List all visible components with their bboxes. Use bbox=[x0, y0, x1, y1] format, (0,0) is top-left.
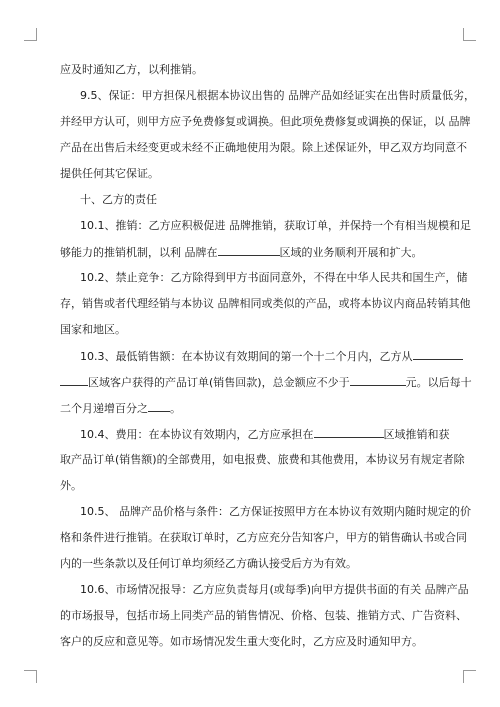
text-line bbox=[60, 297, 471, 323]
text-line bbox=[60, 401, 444, 427]
text-line bbox=[60, 479, 444, 505]
line-text: 10.5、 品牌产品价格与条件：乙方保证按照甲方在本协议有效期内随时规定的价 bbox=[80, 505, 471, 518]
fill-in-blank bbox=[413, 349, 463, 360]
line-text: 10.2、禁止竞争：乙方除得到甲方书面同意外，不得在中华人民共和国生产，储 bbox=[80, 271, 468, 284]
crop-mark-top-left bbox=[24, 28, 37, 41]
text-line bbox=[60, 63, 444, 89]
line-text: 并经甲方认可，则甲方应予免费修复或调换。但此项免费修复或调换的保证，以 品牌 bbox=[60, 115, 471, 128]
line-text: 的市场报导，包括市场上同类产品的销售情况、价格、包装、推销方式、广告资料、 bbox=[60, 609, 467, 622]
fill-in-blank bbox=[218, 245, 280, 256]
text-line bbox=[60, 453, 465, 479]
crop-mark-top-right bbox=[463, 28, 476, 41]
fill-in-blank bbox=[60, 375, 88, 386]
line-text: 外。 bbox=[60, 479, 82, 492]
text-line bbox=[60, 609, 467, 635]
line-text: 10.4、费用：在本协议有效期内，乙方应承担在 bbox=[80, 428, 314, 441]
text-line bbox=[60, 375, 472, 401]
line-text: 格和条件进行推销。在获取订单时，乙方应充分告知客户，甲方的销售确认书或合同 bbox=[60, 531, 467, 544]
text-line bbox=[60, 349, 444, 375]
text-line bbox=[60, 89, 475, 115]
line-text: 10.3、最低销售额：在本协议有效期间的第一个十二个月内，乙方从 bbox=[80, 350, 413, 363]
text-line bbox=[60, 193, 444, 219]
line-text-after-blank: 元。以后每十 bbox=[405, 376, 472, 389]
text-line bbox=[60, 141, 467, 167]
line-text-after-blank: 区域的业务顺利开展和扩大。 bbox=[279, 246, 423, 259]
line-text-after-blank: 区域客户获得的产品订单(销售回款)，总金额应不少于 bbox=[88, 376, 350, 389]
line-text: 十、乙方的责任 bbox=[80, 193, 157, 206]
line-text: 够能力的推销机制，以利 品牌在 bbox=[60, 246, 218, 259]
crop-mark-bottom-right bbox=[463, 670, 476, 683]
line-text: 二个月递增百分之 bbox=[60, 402, 148, 415]
line-text: 产品在出售后未经变更或未经不正确地使用为限。除上述保证外，甲乙双方均同意不 bbox=[60, 141, 467, 154]
text-line bbox=[60, 427, 450, 453]
crop-mark-bottom-left bbox=[24, 670, 37, 683]
text-line bbox=[60, 167, 444, 193]
text-line bbox=[60, 583, 469, 609]
line-text: 应及时通知乙方，以利推销。 bbox=[60, 63, 203, 76]
line-text-after-blank: 区域推销和获 bbox=[383, 428, 450, 441]
line-text: 国家和地区。 bbox=[60, 323, 126, 336]
fill-in-blank bbox=[314, 427, 384, 438]
line-text: 9.5、保证：甲方担保凡根据本协议出售的 品牌产品如经证实在出售时质量低劣， bbox=[80, 89, 475, 102]
text-line bbox=[60, 635, 444, 661]
line-text: 提供任何其它保证。 bbox=[60, 167, 159, 180]
line-text: 内的一些条款以及任何订单均须经乙方确认接受后方为有效。 bbox=[60, 557, 357, 570]
text-line bbox=[60, 557, 444, 583]
fill-in-blank bbox=[350, 375, 406, 386]
text-line bbox=[60, 245, 444, 271]
line-text: 客户的反应和意见等。如市场情况发生重大变化时，乙方应及时通知甲方。 bbox=[60, 635, 423, 648]
text-line bbox=[60, 115, 471, 141]
text-line bbox=[60, 271, 468, 297]
text-line bbox=[60, 323, 444, 349]
line-text: 10.6、市场情况报导：乙方应负责每月(或每季)向甲方提供书面的有关 品牌产品 bbox=[80, 583, 469, 596]
fill-in-blank bbox=[148, 401, 170, 412]
line-text: 存，销售或者代理经销与本协议 品牌相同或类似的产品，或将本协议内商品转销其他 bbox=[60, 297, 471, 310]
text-line bbox=[60, 505, 471, 531]
text-line bbox=[60, 531, 467, 557]
line-text: 10.1、推销：乙方应积极促进 品牌推销，获取订单，并保持一个有相当规模和足 bbox=[80, 219, 471, 232]
line-text: 取产品订单(销售额)的全部费用，如电报费、旅费和其他费用，本协议另有规定者除 bbox=[60, 453, 465, 466]
document-body bbox=[60, 63, 475, 661]
line-text-after-blank: 。 bbox=[170, 402, 181, 415]
text-line bbox=[60, 219, 471, 245]
